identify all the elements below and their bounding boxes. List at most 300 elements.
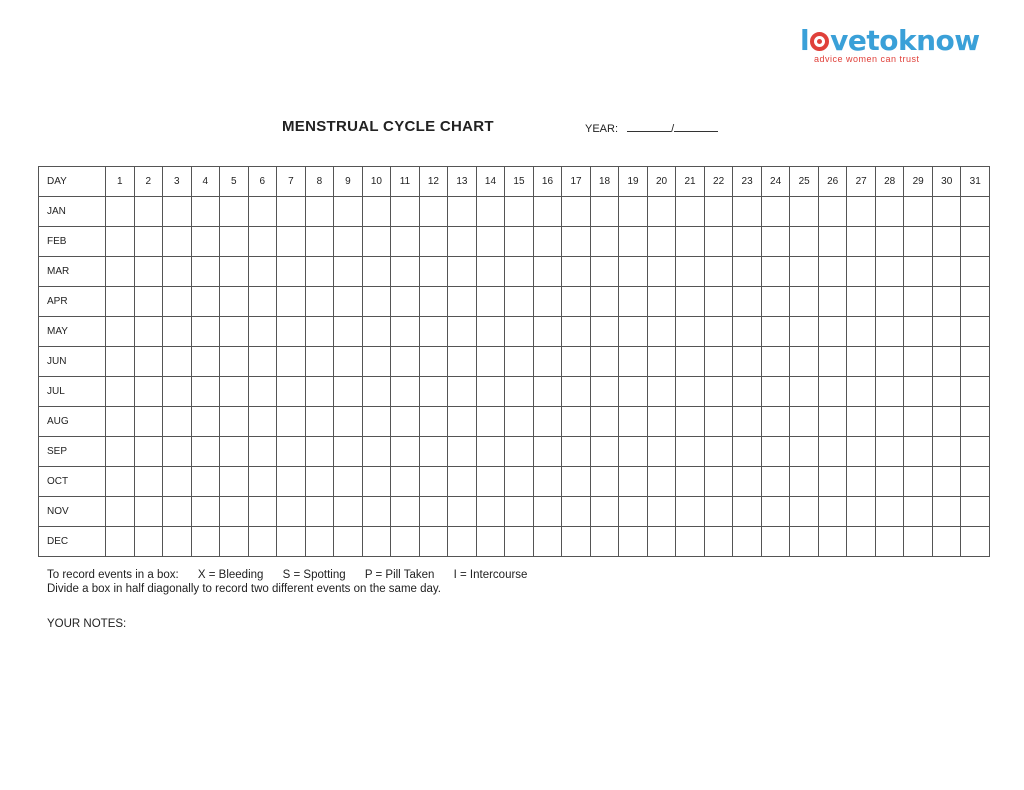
day-cell[interactable]	[676, 437, 705, 467]
day-cell[interactable]	[704, 377, 733, 407]
day-cell[interactable]	[761, 467, 790, 497]
day-cell[interactable]	[647, 347, 676, 377]
day-cell[interactable]	[733, 467, 762, 497]
day-cell[interactable]	[761, 527, 790, 557]
day-cell[interactable]	[476, 257, 505, 287]
day-cell[interactable]	[448, 437, 477, 467]
day-cell[interactable]	[533, 287, 562, 317]
day-cell[interactable]	[134, 437, 163, 467]
day-cell[interactable]	[191, 527, 220, 557]
day-cell[interactable]	[932, 497, 961, 527]
day-cell[interactable]	[505, 257, 534, 287]
day-cell[interactable]	[106, 527, 135, 557]
day-cell[interactable]	[191, 317, 220, 347]
day-cell[interactable]	[248, 257, 277, 287]
day-cell[interactable]	[419, 317, 448, 347]
day-cell[interactable]	[847, 497, 876, 527]
day-cell[interactable]	[533, 257, 562, 287]
day-cell[interactable]	[733, 437, 762, 467]
day-cell[interactable]	[448, 257, 477, 287]
day-cell[interactable]	[619, 197, 648, 227]
day-cell[interactable]	[419, 497, 448, 527]
day-cell[interactable]	[676, 377, 705, 407]
day-cell[interactable]	[961, 467, 990, 497]
day-cell[interactable]	[106, 347, 135, 377]
day-cell[interactable]	[476, 527, 505, 557]
day-cell[interactable]	[334, 377, 363, 407]
day-cell[interactable]	[875, 317, 904, 347]
day-cell[interactable]	[818, 527, 847, 557]
day-cell[interactable]	[904, 437, 933, 467]
day-cell[interactable]	[875, 347, 904, 377]
day-cell[interactable]	[277, 347, 306, 377]
day-cell[interactable]	[220, 377, 249, 407]
day-cell[interactable]	[590, 497, 619, 527]
day-cell[interactable]	[961, 407, 990, 437]
day-cell[interactable]	[334, 257, 363, 287]
day-cell[interactable]	[134, 347, 163, 377]
day-cell[interactable]	[334, 467, 363, 497]
day-cell[interactable]	[362, 257, 391, 287]
day-cell[interactable]	[248, 197, 277, 227]
day-cell[interactable]	[733, 197, 762, 227]
day-cell[interactable]	[505, 527, 534, 557]
day-cell[interactable]	[562, 197, 591, 227]
day-cell[interactable]	[362, 227, 391, 257]
day-cell[interactable]	[562, 227, 591, 257]
day-cell[interactable]	[904, 197, 933, 227]
day-cell[interactable]	[818, 317, 847, 347]
day-cell[interactable]	[590, 197, 619, 227]
day-cell[interactable]	[647, 287, 676, 317]
day-cell[interactable]	[676, 197, 705, 227]
day-cell[interactable]	[448, 347, 477, 377]
day-cell[interactable]	[419, 227, 448, 257]
day-cell[interactable]	[134, 407, 163, 437]
day-cell[interactable]	[448, 497, 477, 527]
day-cell[interactable]	[362, 497, 391, 527]
day-cell[interactable]	[505, 317, 534, 347]
day-cell[interactable]	[476, 497, 505, 527]
day-cell[interactable]	[590, 317, 619, 347]
day-cell[interactable]	[904, 317, 933, 347]
day-cell[interactable]	[875, 497, 904, 527]
day-cell[interactable]	[533, 197, 562, 227]
day-cell[interactable]	[818, 407, 847, 437]
day-cell[interactable]	[106, 407, 135, 437]
day-cell[interactable]	[704, 527, 733, 557]
day-cell[interactable]	[334, 437, 363, 467]
day-cell[interactable]	[676, 467, 705, 497]
day-cell[interactable]	[362, 527, 391, 557]
day-cell[interactable]	[277, 317, 306, 347]
day-cell[interactable]	[220, 407, 249, 437]
day-cell[interactable]	[191, 227, 220, 257]
day-cell[interactable]	[505, 347, 534, 377]
day-cell[interactable]	[134, 497, 163, 527]
day-cell[interactable]	[505, 197, 534, 227]
day-cell[interactable]	[391, 197, 420, 227]
day-cell[interactable]	[106, 467, 135, 497]
day-cell[interactable]	[305, 407, 334, 437]
day-cell[interactable]	[277, 467, 306, 497]
day-cell[interactable]	[790, 197, 819, 227]
day-cell[interactable]	[761, 407, 790, 437]
day-cell[interactable]	[248, 467, 277, 497]
day-cell[interactable]	[847, 257, 876, 287]
day-cell[interactable]	[647, 197, 676, 227]
day-cell[interactable]	[134, 257, 163, 287]
day-cell[interactable]	[533, 527, 562, 557]
day-cell[interactable]	[277, 497, 306, 527]
day-cell[interactable]	[847, 527, 876, 557]
day-cell[interactable]	[847, 347, 876, 377]
day-cell[interactable]	[932, 287, 961, 317]
day-cell[interactable]	[277, 227, 306, 257]
day-cell[interactable]	[761, 257, 790, 287]
day-cell[interactable]	[476, 377, 505, 407]
day-cell[interactable]	[419, 257, 448, 287]
day-cell[interactable]	[476, 317, 505, 347]
day-cell[interactable]	[163, 197, 192, 227]
day-cell[interactable]	[476, 287, 505, 317]
day-cell[interactable]	[676, 497, 705, 527]
day-cell[interactable]	[220, 437, 249, 467]
day-cell[interactable]	[676, 527, 705, 557]
day-cell[interactable]	[106, 317, 135, 347]
day-cell[interactable]	[248, 317, 277, 347]
day-cell[interactable]	[932, 407, 961, 437]
day-cell[interactable]	[134, 227, 163, 257]
day-cell[interactable]	[391, 287, 420, 317]
day-cell[interactable]	[106, 287, 135, 317]
day-cell[interactable]	[305, 317, 334, 347]
day-cell[interactable]	[476, 467, 505, 497]
day-cell[interactable]	[847, 317, 876, 347]
day-cell[interactable]	[904, 527, 933, 557]
day-cell[interactable]	[277, 197, 306, 227]
day-cell[interactable]	[704, 257, 733, 287]
day-cell[interactable]	[505, 227, 534, 257]
day-cell[interactable]	[790, 497, 819, 527]
day-cell[interactable]	[932, 437, 961, 467]
day-cell[interactable]	[704, 467, 733, 497]
day-cell[interactable]	[790, 407, 819, 437]
day-cell[interactable]	[619, 347, 648, 377]
day-cell[interactable]	[875, 257, 904, 287]
day-cell[interactable]	[391, 467, 420, 497]
day-cell[interactable]	[191, 347, 220, 377]
day-cell[interactable]	[761, 287, 790, 317]
day-cell[interactable]	[362, 437, 391, 467]
day-cell[interactable]	[391, 497, 420, 527]
day-cell[interactable]	[334, 227, 363, 257]
day-cell[interactable]	[448, 527, 477, 557]
day-cell[interactable]	[305, 257, 334, 287]
day-cell[interactable]	[733, 527, 762, 557]
day-cell[interactable]	[277, 407, 306, 437]
day-cell[interactable]	[305, 287, 334, 317]
day-cell[interactable]	[391, 317, 420, 347]
day-cell[interactable]	[562, 497, 591, 527]
day-cell[interactable]	[505, 287, 534, 317]
day-cell[interactable]	[391, 377, 420, 407]
day-cell[interactable]	[362, 317, 391, 347]
day-cell[interactable]	[362, 197, 391, 227]
day-cell[interactable]	[562, 407, 591, 437]
day-cell[interactable]	[904, 497, 933, 527]
day-cell[interactable]	[505, 467, 534, 497]
day-cell[interactable]	[790, 467, 819, 497]
day-cell[interactable]	[961, 497, 990, 527]
day-cell[interactable]	[647, 497, 676, 527]
day-cell[interactable]	[647, 377, 676, 407]
day-cell[interactable]	[533, 467, 562, 497]
day-cell[interactable]	[476, 227, 505, 257]
day-cell[interactable]	[647, 317, 676, 347]
day-cell[interactable]	[305, 467, 334, 497]
day-cell[interactable]	[505, 377, 534, 407]
day-cell[interactable]	[704, 197, 733, 227]
day-cell[interactable]	[391, 257, 420, 287]
day-cell[interactable]	[932, 377, 961, 407]
day-cell[interactable]	[847, 407, 876, 437]
day-cell[interactable]	[334, 347, 363, 377]
day-cell[interactable]	[647, 407, 676, 437]
day-cell[interactable]	[106, 377, 135, 407]
day-cell[interactable]	[932, 257, 961, 287]
day-cell[interactable]	[533, 437, 562, 467]
day-cell[interactable]	[248, 407, 277, 437]
day-cell[interactable]	[733, 377, 762, 407]
day-cell[interactable]	[961, 287, 990, 317]
day-cell[interactable]	[790, 377, 819, 407]
day-cell[interactable]	[533, 227, 562, 257]
day-cell[interactable]	[220, 257, 249, 287]
day-cell[interactable]	[334, 497, 363, 527]
day-cell[interactable]	[619, 287, 648, 317]
day-cell[interactable]	[419, 347, 448, 377]
day-cell[interactable]	[619, 317, 648, 347]
day-cell[interactable]	[334, 527, 363, 557]
day-cell[interactable]	[191, 467, 220, 497]
day-cell[interactable]	[163, 377, 192, 407]
day-cell[interactable]	[818, 287, 847, 317]
day-cell[interactable]	[676, 317, 705, 347]
day-cell[interactable]	[505, 437, 534, 467]
day-cell[interactable]	[875, 377, 904, 407]
day-cell[interactable]	[248, 497, 277, 527]
day-cell[interactable]	[590, 257, 619, 287]
day-cell[interactable]	[847, 377, 876, 407]
day-cell[interactable]	[619, 257, 648, 287]
day-cell[interactable]	[790, 347, 819, 377]
day-cell[interactable]	[619, 527, 648, 557]
day-cell[interactable]	[733, 497, 762, 527]
day-cell[interactable]	[733, 407, 762, 437]
day-cell[interactable]	[761, 317, 790, 347]
day-cell[interactable]	[277, 287, 306, 317]
day-cell[interactable]	[875, 467, 904, 497]
day-cell[interactable]	[904, 407, 933, 437]
day-cell[interactable]	[647, 227, 676, 257]
day-cell[interactable]	[932, 527, 961, 557]
day-cell[interactable]	[163, 437, 192, 467]
day-cell[interactable]	[790, 437, 819, 467]
day-cell[interactable]	[733, 317, 762, 347]
day-cell[interactable]	[448, 377, 477, 407]
day-cell[interactable]	[220, 467, 249, 497]
day-cell[interactable]	[391, 527, 420, 557]
day-cell[interactable]	[248, 227, 277, 257]
day-cell[interactable]	[163, 467, 192, 497]
day-cell[interactable]	[619, 497, 648, 527]
day-cell[interactable]	[932, 467, 961, 497]
day-cell[interactable]	[362, 377, 391, 407]
day-cell[interactable]	[134, 377, 163, 407]
day-cell[interactable]	[476, 197, 505, 227]
day-cell[interactable]	[619, 407, 648, 437]
day-cell[interactable]	[448, 317, 477, 347]
day-cell[interactable]	[761, 377, 790, 407]
day-cell[interactable]	[334, 197, 363, 227]
day-cell[interactable]	[847, 197, 876, 227]
day-cell[interactable]	[191, 257, 220, 287]
day-cell[interactable]	[334, 287, 363, 317]
day-cell[interactable]	[334, 407, 363, 437]
day-cell[interactable]	[305, 497, 334, 527]
day-cell[interactable]	[220, 527, 249, 557]
day-cell[interactable]	[106, 437, 135, 467]
day-cell[interactable]	[704, 287, 733, 317]
day-cell[interactable]	[134, 287, 163, 317]
day-cell[interactable]	[961, 347, 990, 377]
day-cell[interactable]	[733, 227, 762, 257]
day-cell[interactable]	[305, 227, 334, 257]
day-cell[interactable]	[818, 227, 847, 257]
day-cell[interactable]	[818, 197, 847, 227]
day-cell[interactable]	[106, 227, 135, 257]
day-cell[interactable]	[305, 437, 334, 467]
day-cell[interactable]	[590, 377, 619, 407]
day-cell[interactable]	[961, 437, 990, 467]
day-cell[interactable]	[961, 377, 990, 407]
day-cell[interactable]	[619, 377, 648, 407]
day-cell[interactable]	[134, 467, 163, 497]
day-cell[interactable]	[761, 497, 790, 527]
day-cell[interactable]	[191, 407, 220, 437]
day-cell[interactable]	[419, 467, 448, 497]
day-cell[interactable]	[248, 437, 277, 467]
day-cell[interactable]	[818, 347, 847, 377]
day-cell[interactable]	[305, 347, 334, 377]
day-cell[interactable]	[875, 197, 904, 227]
day-cell[interactable]	[391, 227, 420, 257]
day-cell[interactable]	[448, 467, 477, 497]
day-cell[interactable]	[191, 287, 220, 317]
day-cell[interactable]	[533, 497, 562, 527]
day-cell[interactable]	[761, 197, 790, 227]
day-cell[interactable]	[562, 437, 591, 467]
day-cell[interactable]	[277, 377, 306, 407]
day-cell[interactable]	[818, 257, 847, 287]
day-cell[interactable]	[163, 317, 192, 347]
day-cell[interactable]	[676, 347, 705, 377]
day-cell[interactable]	[847, 437, 876, 467]
day-cell[interactable]	[562, 527, 591, 557]
day-cell[interactable]	[448, 197, 477, 227]
day-cell[interactable]	[790, 257, 819, 287]
day-cell[interactable]	[790, 527, 819, 557]
day-cell[interactable]	[704, 317, 733, 347]
day-cell[interactable]	[961, 527, 990, 557]
day-cell[interactable]	[562, 317, 591, 347]
day-cell[interactable]	[476, 407, 505, 437]
day-cell[interactable]	[448, 227, 477, 257]
day-cell[interactable]	[505, 407, 534, 437]
day-cell[interactable]	[305, 377, 334, 407]
day-cell[interactable]	[220, 287, 249, 317]
day-cell[interactable]	[248, 347, 277, 377]
day-cell[interactable]	[106, 497, 135, 527]
day-cell[interactable]	[676, 407, 705, 437]
day-cell[interactable]	[704, 227, 733, 257]
day-cell[interactable]	[533, 347, 562, 377]
day-cell[interactable]	[362, 467, 391, 497]
day-cell[interactable]	[419, 527, 448, 557]
day-cell[interactable]	[163, 497, 192, 527]
day-cell[interactable]	[590, 527, 619, 557]
day-cell[interactable]	[961, 317, 990, 347]
day-cell[interactable]	[704, 347, 733, 377]
day-cell[interactable]	[590, 227, 619, 257]
day-cell[interactable]	[220, 317, 249, 347]
day-cell[interactable]	[163, 287, 192, 317]
day-cell[interactable]	[704, 407, 733, 437]
day-cell[interactable]	[818, 437, 847, 467]
day-cell[interactable]	[391, 347, 420, 377]
day-cell[interactable]	[704, 497, 733, 527]
day-cell[interactable]	[134, 317, 163, 347]
day-cell[interactable]	[590, 287, 619, 317]
day-cell[interactable]	[533, 407, 562, 437]
day-cell[interactable]	[277, 257, 306, 287]
day-cell[interactable]	[419, 437, 448, 467]
day-cell[interactable]	[818, 377, 847, 407]
day-cell[interactable]	[590, 467, 619, 497]
day-cell[interactable]	[875, 407, 904, 437]
day-cell[interactable]	[448, 287, 477, 317]
day-cell[interactable]	[419, 377, 448, 407]
day-cell[interactable]	[448, 407, 477, 437]
day-cell[interactable]	[476, 347, 505, 377]
day-cell[interactable]	[647, 257, 676, 287]
day-cell[interactable]	[932, 347, 961, 377]
day-cell[interactable]	[533, 317, 562, 347]
day-cell[interactable]	[391, 407, 420, 437]
day-cell[interactable]	[733, 287, 762, 317]
day-cell[interactable]	[163, 227, 192, 257]
day-cell[interactable]	[419, 287, 448, 317]
day-cell[interactable]	[961, 257, 990, 287]
day-cell[interactable]	[191, 437, 220, 467]
day-cell[interactable]	[220, 227, 249, 257]
day-cell[interactable]	[932, 227, 961, 257]
day-cell[interactable]	[676, 227, 705, 257]
day-cell[interactable]	[647, 467, 676, 497]
day-cell[interactable]	[391, 437, 420, 467]
day-cell[interactable]	[676, 287, 705, 317]
